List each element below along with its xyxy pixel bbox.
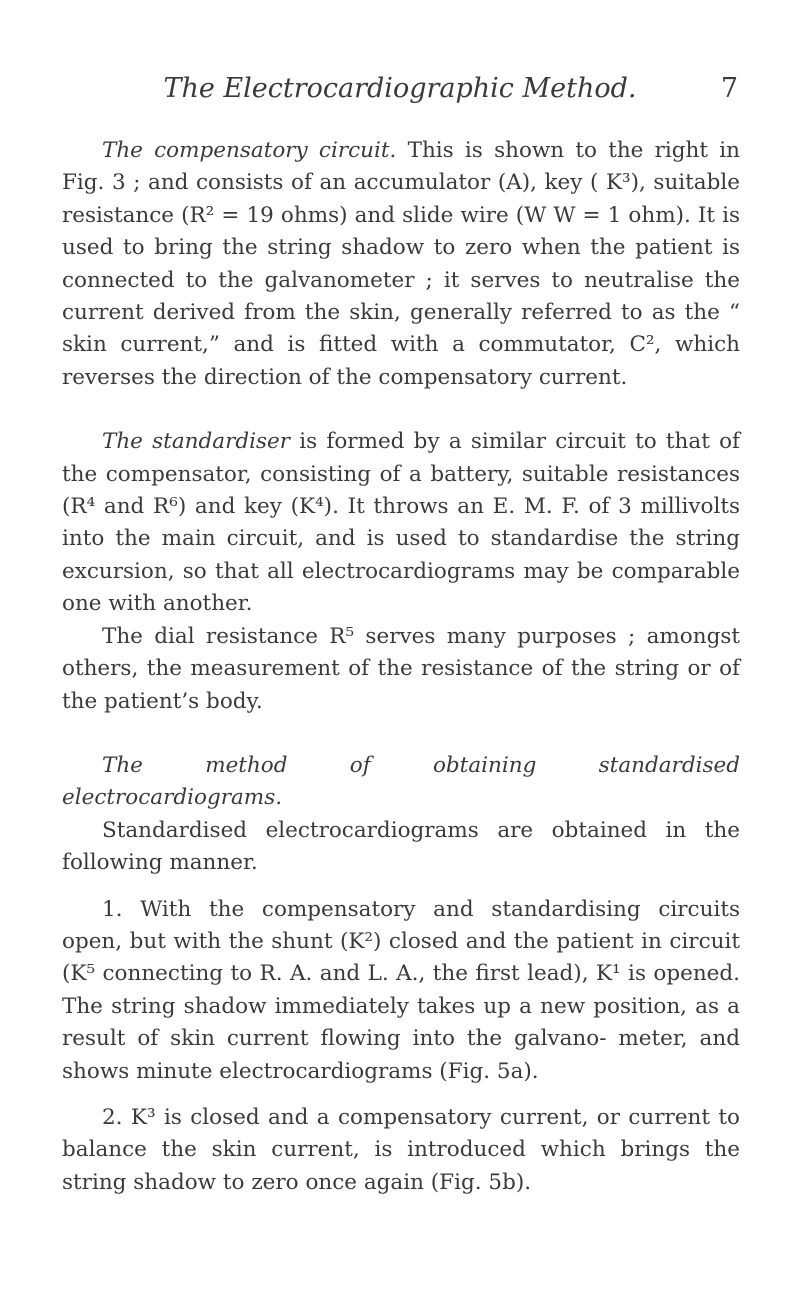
compensatory-paragraph bbox=[62, 135, 740, 394]
compensatory-heading: The compensatory circuit. bbox=[102, 138, 397, 163]
page-number: 7 bbox=[720, 73, 738, 104]
running-header bbox=[62, 73, 738, 109]
method-step-2: 2. K³ is closed and a compensatory current, or current to balance the skin current, is introduced which brings the string shadow to zero once again (Fig. 5b). bbox=[62, 1104, 740, 1195]
dial-paragraph: The dial resistance R⁵ serves many purposes ; amongst others, the measurement of the resistance of the string or of the patient’s body. bbox=[62, 623, 740, 714]
method-step-1: 1. With the compensatory and standardising circuits open, but with the shunt (K²) closed and the patient in circuit (K⁵ connecting to R. A. and L. A., the first lead), K¹ is opened. The string shadow immediately takes up a new position, as a result of skin current flowing into the galvano- meter, and shows minute electrocardiograms (Fig. 5a). bbox=[62, 896, 740, 1084]
standardiser-paragraph bbox=[62, 426, 740, 620]
standardiser-text: is formed by a similar circuit to that of the compensator, consisting of a battery, suitable resistances (R⁴ and R⁶) and key (K⁴). It throws an E. M. F. of 3 millivolts into the main circuit, and is used to standardise the string excursion, so that all electrocardiograms may be comparable one with another. bbox=[62, 429, 740, 617]
standardiser-heading: The standardiser bbox=[102, 429, 291, 455]
method-heading: The method of obtaining standardised electrocardiograms. bbox=[62, 752, 740, 811]
method-intro: Standardised electrocardiograms are obtained in the following manner. bbox=[62, 817, 740, 876]
body-text bbox=[62, 135, 740, 1199]
running-title: The Electrocardiographic Method. bbox=[163, 73, 637, 104]
compensatory-text: This is shown to the right in Fig. 3 ; and consists of an accumulator (A), key ( K³), suitable resistance (R² = 19 ohms) and slide wire (W W = 1 ohm). It is used to bring the string shadow to zero when the patient is connected to the galvanometer ; it serves to neutralise the current derived from the skin, generally referred to as the “ skin current,” and is fitted with a commutator, C², which reverses the direction of the compensatory current. bbox=[62, 138, 740, 390]
